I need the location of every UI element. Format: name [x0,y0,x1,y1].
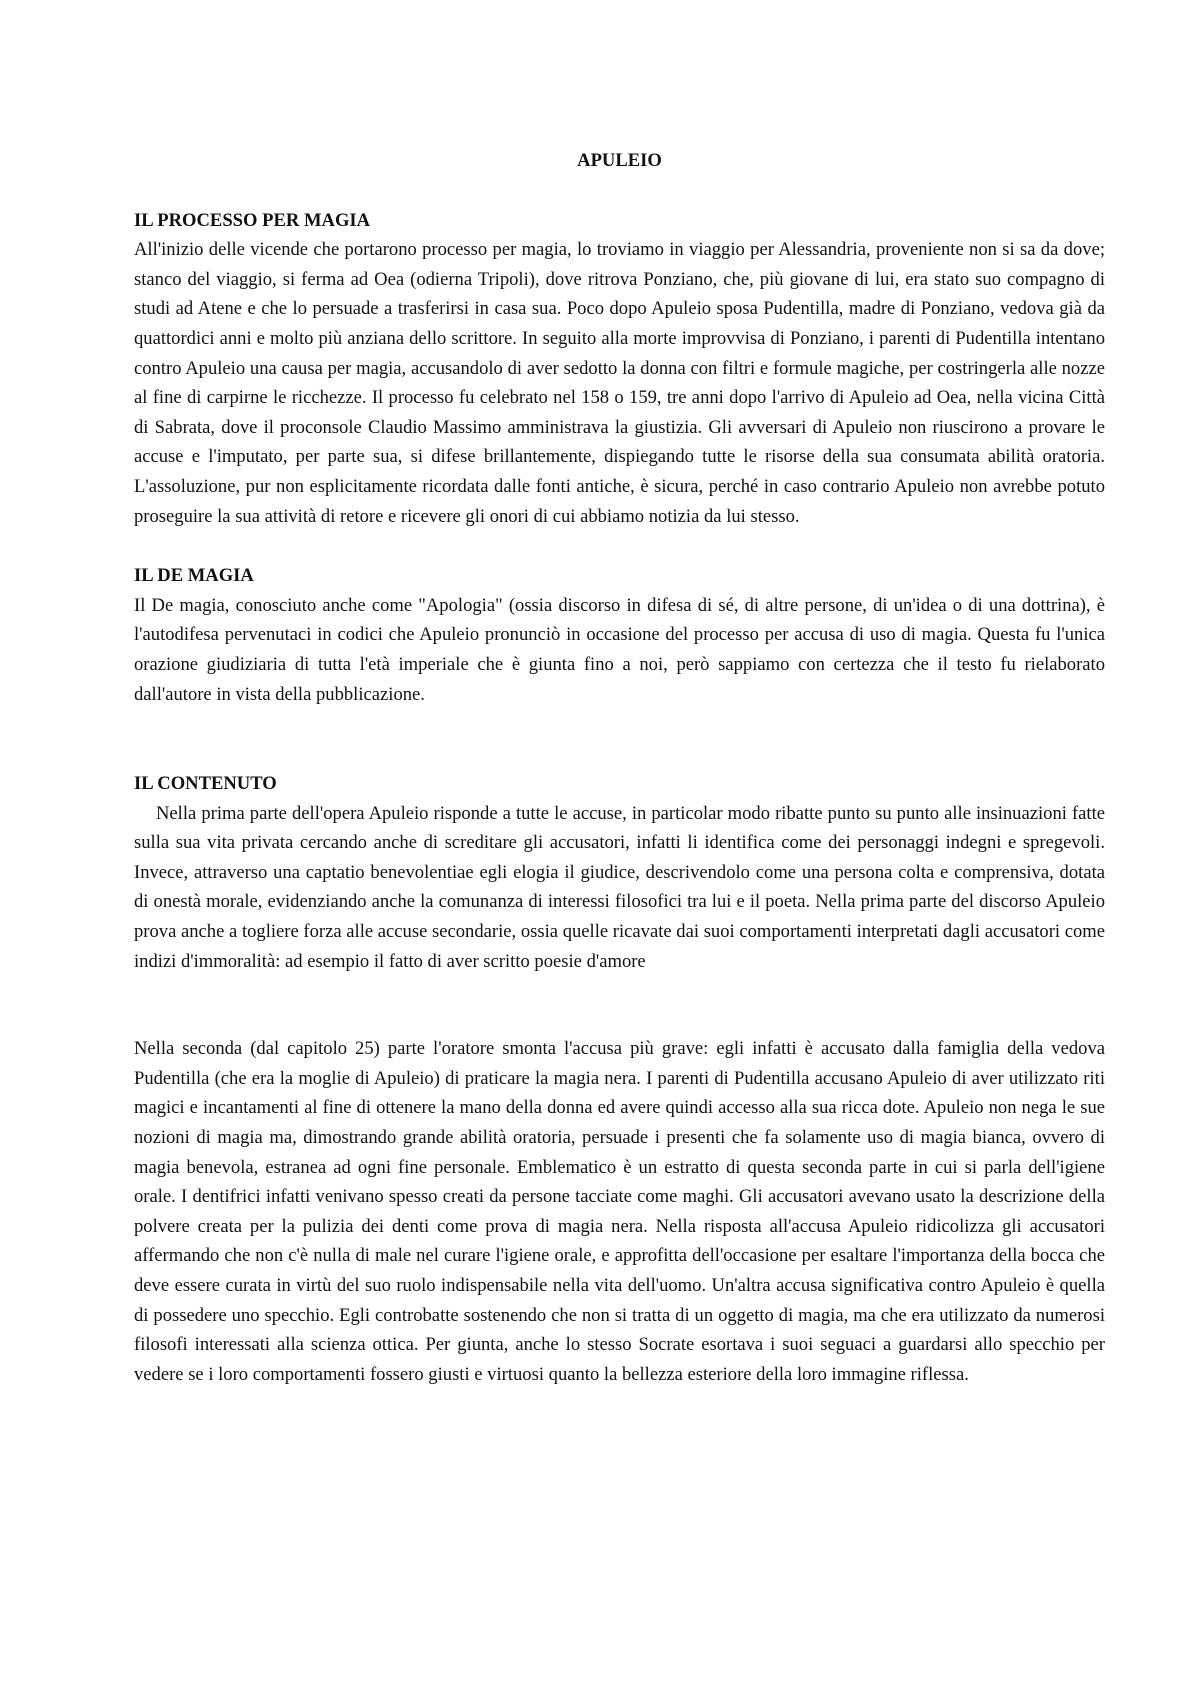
section-heading: IL PROCESSO PER MAGIA [134,209,371,231]
section-paragraph: Nella seconda (dal capitolo 25) parte l'oratore smonta l'accusa più grave: egli infatti è accusato dalla famiglia della vedova Pudentilla (che era la moglie di Apuleio) di praticare la magia nera. I parenti di Pudentilla accusano Apuleio di aver utilizzato riti magici e incantamenti al fine di ottenere la mano della donna ed avere quindi accesso alla sua ricca dote. Apuleio non nega le sue nozioni di magia ma, dimostrando grande abilità oratoria, persuade i presenti che fa solamente uso di magia bianca, ovvero di magia benevola, estranea ad ogni fine personale. Emblematico è un estratto di questa seconda parte in cui si parla dell'igiene orale. I dentifrici infatti venivano spesso creati da persone tacciate come maghi. Gli accusatori avevano usato la descrizione della polvere creata per la pulizia dei denti come prova di magia nera. Nella risposta all'accusa Apuleio ridicolizza gli accusatori affermando che non c'è nulla di male nel curare l'igiene orale, e approfitta dell'occasione per esaltare l'importanza della bocca che deve essere curata in virtù del suo ruolo indispensabile nella vita dell'uomo. Un'altra accusa significativa contro Apuleio è quella di possedere uno specchio. Egli controbatte sostenendo che non si tratta di un oggetto di magia, ma che era utilizzato da numerosi filosofi interessati alla scienza ottica. Per giunta, anche lo stesso Socrate esortava i suoi seguaci a guardarsi allo specchio per vedere se i loro comportamenti fossero giusti e virtuosi quanto la bellezza esteriore della loro immagine riflessa. [134,1038,1105,1385]
section-de-magia [134,561,1105,709]
section-paragraph: Nella prima parte dell'opera Apuleio risponde a tutte le accuse, in particolar modo ribatte punto su punto alle insinuazioni fatte sulla sua vita privata cercando anche di screditare gli accusatori, infatti li identifica come dei personaggi indegni e spregevoli. Invece, attraverso una captatio benevolentiae egli elogia il giudice, descrivendolo come una persona colta e comprensiva, dotata di onestà morale, evidenziando anche la comunanza di interessi filosofici tra lui e il poeta. Nella prima parte del discorso Apuleio prova anche a togliere forza alle accuse secondarie, ossia quelle ricavate dai suoi comportamenti interpretati dagli accusatori come indizi d'immoralità: ad esempio il fatto di aver scritto poesie d'amore [134,802,1105,972]
section-paragraph: Il De magia, conosciuto anche come "Apologia" (ossia discorso in difesa di sé, di altre persone, di un'idea o di una dottrina), è l'autodifesa pervenutaci in codici che Apuleio pronunciò in occasione del processo per accusa di uso di magia. Questa fu l'unica orazione giudiziaria di tutta l'età imperiale che è giunta fino a noi, però sappiamo con certezza che il testo fu rielaborato dall'autore in vista della pubblicazione. [134,594,1105,705]
section-processo-per-magia [134,206,1105,532]
document-page [134,146,1105,1389]
section-contenuto [134,769,1105,1389]
section-heading: IL DE MAGIA [134,565,254,587]
section-heading: IL CONTENUTO [134,773,277,795]
section-paragraph: All'inizio delle vicende che portarono processo per magia, lo troviamo in viaggio per Alessandria, proveniente non si sa da dove; stanco del viaggio, si ferma ad Oea (odierna Tripoli), dove ritrova Ponziano, che, più giovane di lui, era stato suo compagno di studi ad Atene e che lo persuade a trasferirsi in casa sua. Poco dopo Apuleio sposa Pudentilla, madre di Ponziano, vedova già da quattordici anni e molto più anziana dello scrittore. In seguito alla morte improvvisa di Ponziano, i parenti di Pudentilla intentano contro Apuleio una causa per magia, accusandolo di aver sedotto la donna con filtri e formule magiche, per costringerla alle nozze al fine di carpirne le ricchezze. Il processo fu celebrato nel 158 o 159, tre anni dopo l'arrivo di Apuleio ad Oea, nella vicina Città di Sabrata, dove il proconsole Claudio Massimo amministrava la giustizia. Gli avversari di Apuleio non riuscirono a provare le accuse e l'imputato, per parte sua, si difese brillantemente, dispiegando tutte le risorse della sua consumata abilità oratoria. L'assoluzione, pur non esplicitamente ricordata dalle fonti antiche, è sicura, perché in caso contrario Apuleio non avrebbe potuto proseguire la sua attività di retore e ricevere gli onori di cui abbiamo notizia da lui stesso. [134,239,1105,527]
document-title: APULEIO [577,150,662,171]
